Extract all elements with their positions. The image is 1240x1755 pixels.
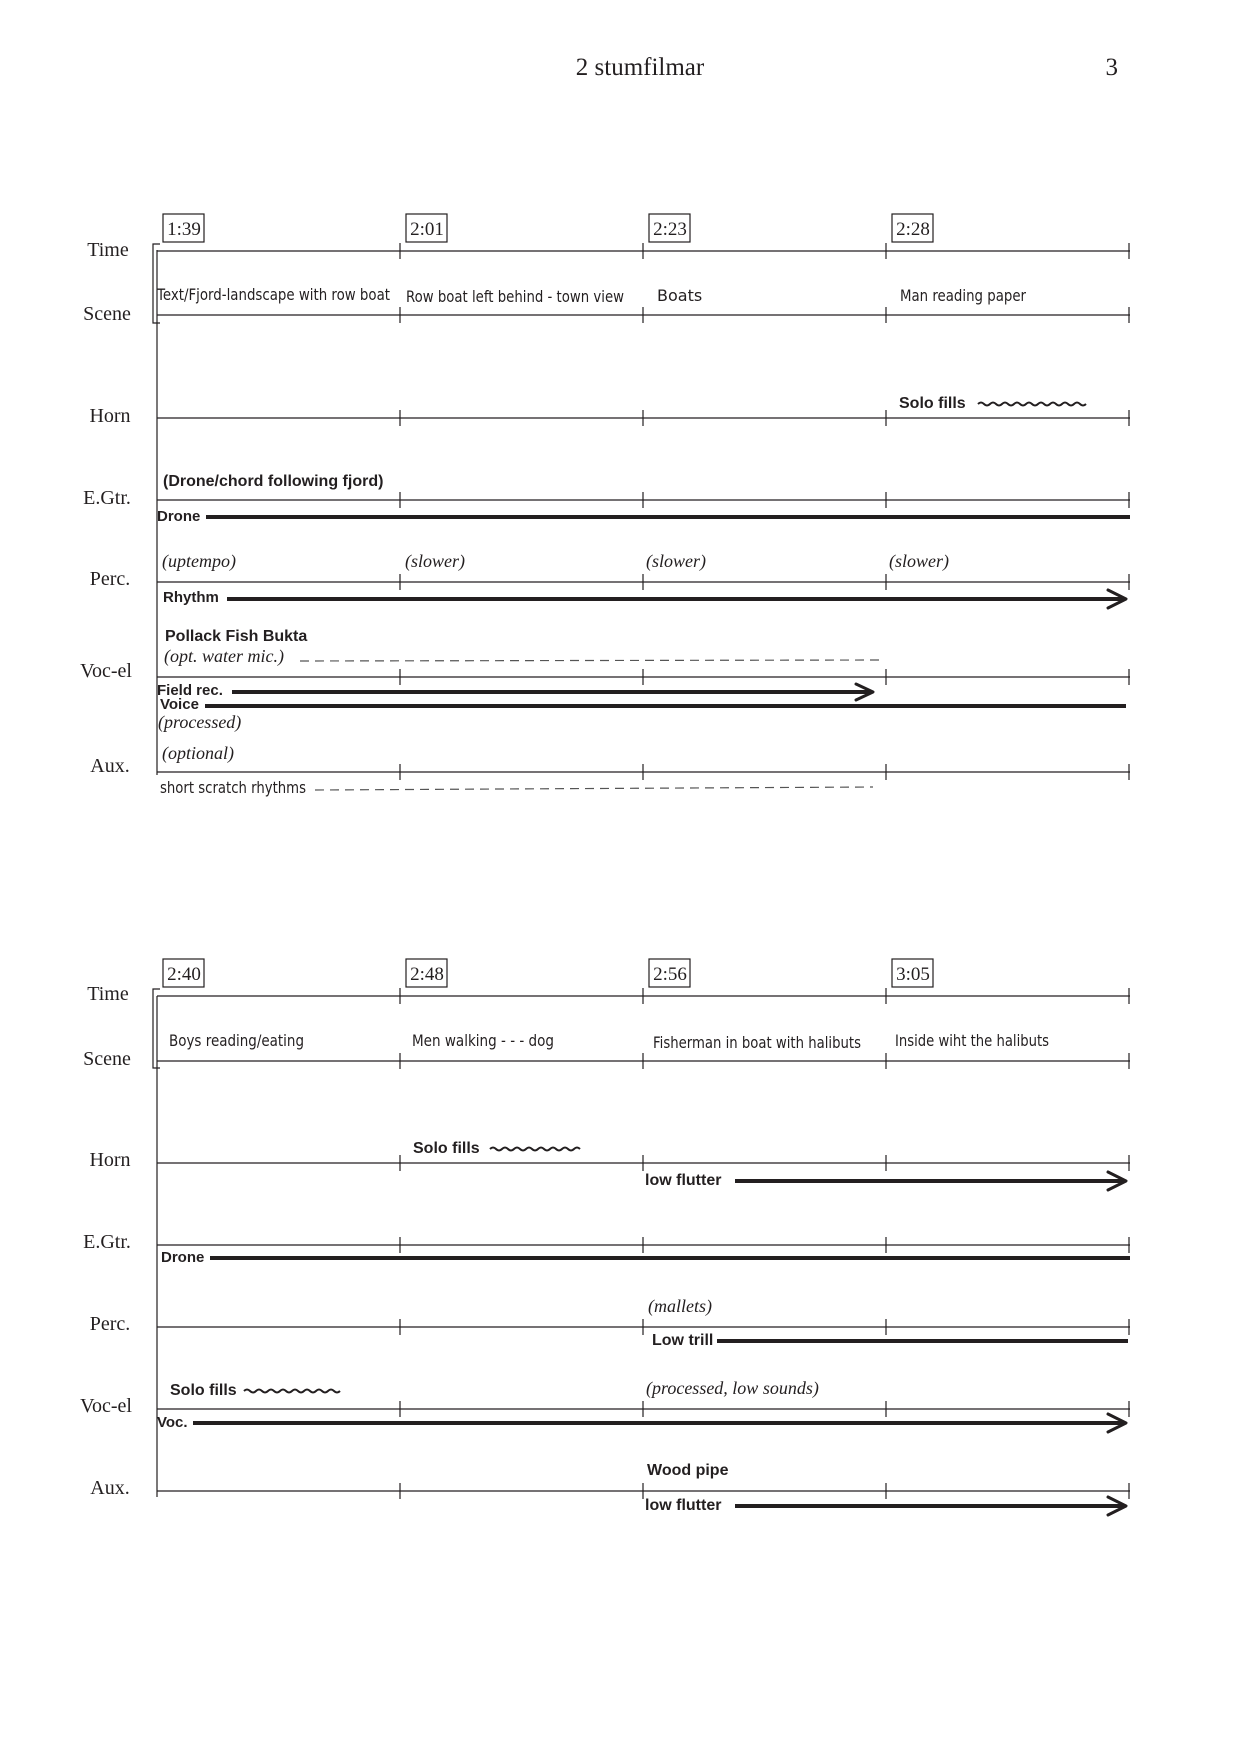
row-label-aux: Aux. bbox=[90, 755, 130, 777]
row-label-horn: Horn bbox=[89, 405, 131, 427]
row-label-perc: Perc. bbox=[89, 568, 131, 590]
row-label-perc: Perc. bbox=[89, 1313, 131, 1335]
row-label-scene: Scene bbox=[83, 1048, 131, 1070]
time-marker: 1:39 bbox=[167, 219, 201, 240]
perc-low-trill-label: Low trill bbox=[652, 1332, 714, 1349]
scene-text: Man reading paper bbox=[900, 286, 1027, 305]
egtr-note: (Drone/chord following fjord) bbox=[163, 473, 384, 490]
perc-mallets: (mallets) bbox=[648, 1296, 712, 1316]
time-marker: 2:23 bbox=[653, 219, 687, 240]
horn-solo-fills: Solo fills bbox=[413, 1140, 480, 1157]
vocel-voice-label: Voice bbox=[160, 696, 199, 713]
scene-text: Men walking - - - dog bbox=[412, 1031, 554, 1050]
time-marker: 2:40 bbox=[167, 964, 201, 985]
row-label-time: Time bbox=[87, 239, 129, 261]
aux-low-flutter-label: low flutter bbox=[645, 1497, 722, 1514]
vocel-voc-label: Voc. bbox=[157, 1414, 188, 1431]
aux-wood-pipe: Wood pipe bbox=[647, 1462, 729, 1479]
row-label-time: Time bbox=[87, 983, 129, 1005]
egtr-drone-label: Drone bbox=[161, 1249, 205, 1266]
scene-text: Text/Fjord-landscape with row boat bbox=[156, 285, 390, 304]
vocel-processed: (processed) bbox=[158, 712, 242, 732]
score-system-1 bbox=[80, 214, 1130, 797]
vocel-pollack: Pollack Fish Bukta bbox=[165, 628, 308, 645]
perc-tempo: (slower) bbox=[646, 551, 706, 571]
row-label-vocel: Voc-el bbox=[80, 660, 132, 682]
time-marker: 2:01 bbox=[410, 219, 444, 240]
dashed-line bbox=[300, 660, 880, 661]
row-label-egtr: E.Gtr. bbox=[83, 487, 131, 509]
perc-rhythm-label: Rhythm bbox=[163, 589, 219, 606]
row-label-aux: Aux. bbox=[90, 1477, 130, 1499]
time-marker: 2:48 bbox=[410, 964, 444, 985]
scene-text: Fisherman in boat with halibuts bbox=[653, 1033, 861, 1052]
time-marker: 2:56 bbox=[653, 964, 687, 985]
horn-low-flutter-label: low flutter bbox=[645, 1172, 722, 1189]
row-label-vocel: Voc-el bbox=[80, 1395, 132, 1417]
vocel-solo-fills: Solo fills bbox=[170, 1382, 237, 1399]
page-number: 3 bbox=[1105, 54, 1118, 81]
perc-tempo: (uptempo) bbox=[162, 551, 236, 571]
score-system-2 bbox=[80, 959, 1130, 1515]
scene-text: Boys reading/eating bbox=[169, 1031, 304, 1050]
dashed-line bbox=[315, 787, 873, 790]
page-title: 2 stumfilmar bbox=[575, 54, 705, 81]
time-marker: 3:05 bbox=[896, 964, 930, 985]
egtr-drone-label: Drone bbox=[157, 508, 201, 525]
scene-text: Inside wiht the halibuts bbox=[895, 1031, 1049, 1050]
scene-text: Boats bbox=[657, 286, 703, 305]
vocel-processed-low: (processed, low sounds) bbox=[646, 1378, 819, 1398]
row-label-scene: Scene bbox=[83, 303, 131, 325]
perc-tempo: (slower) bbox=[405, 551, 465, 571]
wavy-line bbox=[490, 1148, 580, 1151]
wavy-line bbox=[978, 403, 1086, 406]
vocel-field-rec-label: Field rec. bbox=[157, 682, 223, 699]
section-ticks bbox=[400, 243, 1129, 780]
row-label-horn: Horn bbox=[89, 1149, 131, 1171]
time-marker: 2:28 bbox=[896, 219, 930, 240]
vocel-water-mic: (opt. water mic.) bbox=[164, 646, 284, 666]
aux-optional: (optional) bbox=[162, 743, 234, 763]
perc-tempo: (slower) bbox=[889, 551, 949, 571]
horn-solo-fills: Solo fills bbox=[899, 395, 966, 412]
scene-text: Row boat left behind - town view bbox=[406, 287, 624, 306]
wavy-line bbox=[244, 1390, 340, 1393]
row-label-egtr: E.Gtr. bbox=[83, 1231, 131, 1253]
aux-scratch: short scratch rhythms bbox=[160, 778, 306, 797]
